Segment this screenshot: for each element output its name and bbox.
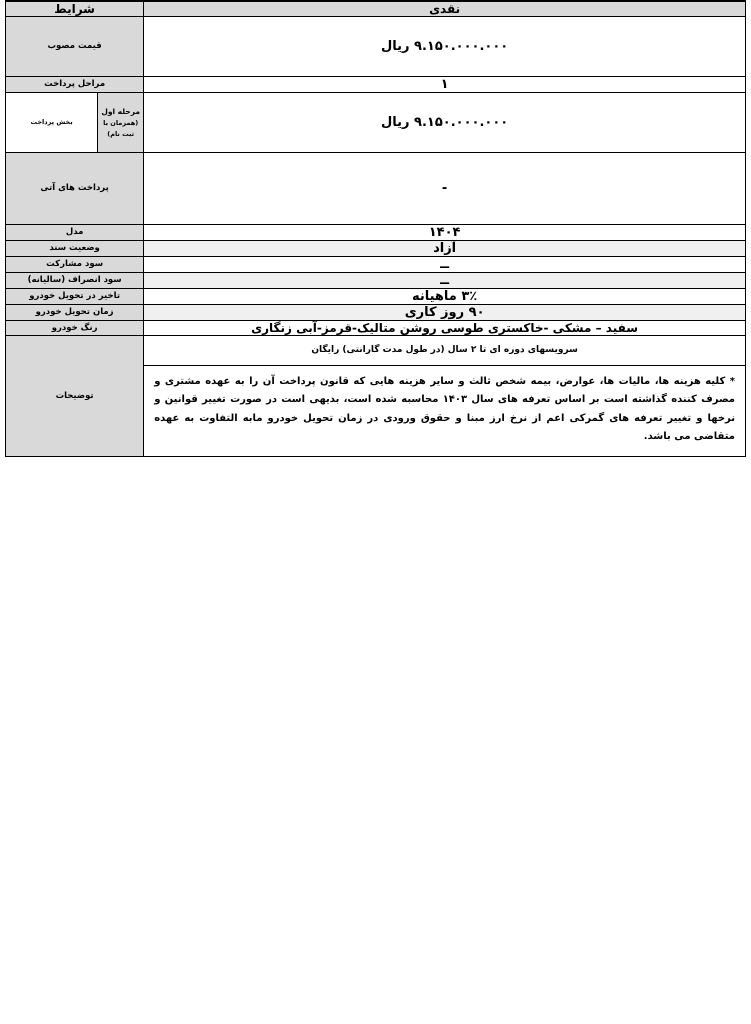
- delivery-delay-value: ۳٪ ماهیانه: [144, 289, 746, 305]
- withdrawal-profit-label: سود انصراف (سالیانه): [6, 273, 144, 289]
- table-row: [6, 77, 746, 93]
- payment-section-label: بخش پرداخت: [6, 93, 98, 153]
- approved-price-value: ۹.۱۵۰.۰۰۰.۰۰۰ ریال: [144, 17, 746, 77]
- withdrawal-profit-value: ــ: [144, 273, 746, 289]
- table-row: [6, 17, 746, 77]
- table-row: [6, 257, 746, 273]
- participation-profit-label: سود مشارکت: [6, 257, 144, 273]
- first-stage-amount-value: ۹.۱۵۰.۰۰۰.۰۰۰ ریال: [144, 93, 746, 153]
- table-header-row: [6, 1, 746, 17]
- vehicle-price-conditions-table: [5, 0, 746, 457]
- table-row: [6, 273, 746, 289]
- notes-row: [6, 336, 746, 457]
- future-payments-label: پرداخت های آتی: [6, 153, 144, 225]
- table-row: [6, 153, 746, 225]
- periodic-service-note: سرویسهای دوره ای تا ۲ سال (در طول مدت گارانتی) رایگان: [144, 336, 745, 366]
- general-conditions-note: * کلیه هزینه ها، مالیات ها، عوارض، بیمه شخص ثالث و سایر هزینه هایی که قانون پرداخت آن را به عهده مشتری و مصرف کننده گذاشته است بر اساس تعرفه های سال ۱۴۰۳ محاسبه شده است، بدیهی است در صورت تغییر قوانین و نرخها و تغییر تعرفه های گمرکی اعم از نرخ ارز مبنا و حقوق ورودی در زمان تحویل خودرو مابه التفاوت به عهده متقاضی می باشد.: [154, 375, 735, 442]
- table-row: [6, 225, 746, 241]
- table-row: [6, 321, 746, 336]
- first-stage-subtitle: (همزمان با ثبت نام): [103, 119, 139, 138]
- approved-price-label: قیمت مصوب: [6, 17, 144, 77]
- model-value: ۱۴۰۴: [144, 225, 746, 241]
- table-row: [6, 93, 746, 153]
- payment-stages-value: ۱: [144, 77, 746, 93]
- future-payments-value: -: [144, 153, 746, 225]
- notes-label: توضیحات: [6, 336, 144, 457]
- table-row: [6, 241, 746, 257]
- model-label: مدل: [6, 225, 144, 241]
- delivery-delay-label: تاخیر در تحویل خودرو: [6, 289, 144, 305]
- participation-profit-value: ــ: [144, 257, 746, 273]
- document-status-value: آزاد: [144, 241, 746, 257]
- delivery-time-label: زمان تحویل خودرو: [6, 305, 144, 321]
- vehicle-colors-label: رنگ خودرو: [6, 321, 144, 336]
- delivery-time-value: ۹۰ روز کاری: [144, 305, 746, 321]
- first-stage-title: مرحله اول: [101, 107, 141, 117]
- document-status-label: وضعیت سند: [6, 241, 144, 257]
- vehicle-colors-value: سفید – مشکی -خاکستری طوسی روشن متالیک-قرمز-آبی زنگاری: [144, 321, 746, 336]
- table-row: [6, 305, 746, 321]
- header-payment-type: نقدی: [144, 1, 746, 17]
- first-stage-label: [98, 93, 144, 153]
- table-row: [6, 289, 746, 305]
- notes-content-cell: [144, 336, 746, 457]
- payment-stages-label: مراحل پرداخت: [6, 77, 144, 93]
- header-conditions: شرایط: [6, 1, 144, 17]
